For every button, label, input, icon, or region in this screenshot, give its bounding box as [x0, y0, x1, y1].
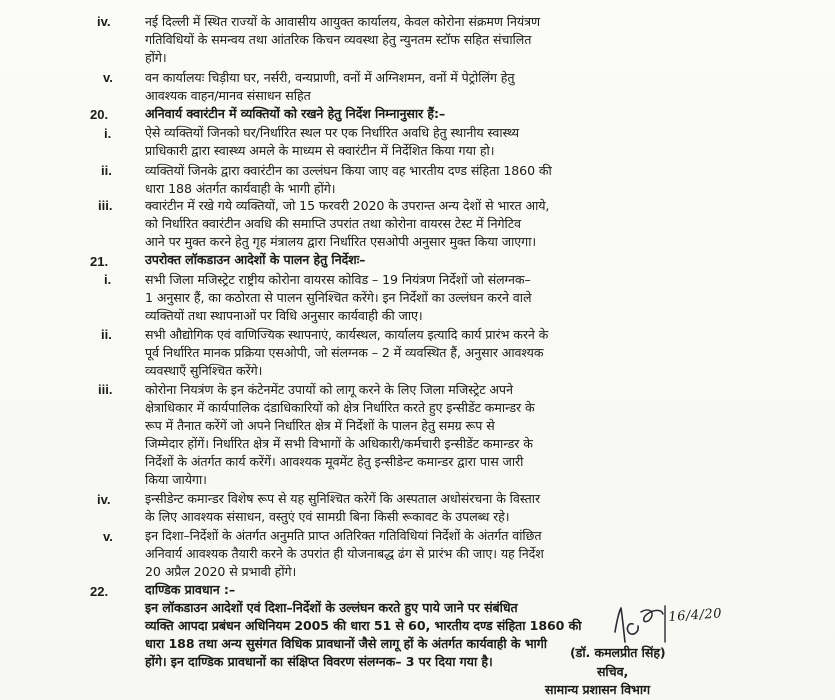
point-text-line: 1 अनुसार हैं, का कठोरता से पालन सुनिश्चित करेंगे। इन निर्देशों का उल्लंघन करने वाले [145, 290, 532, 305]
point-text-line: गतिविधियों के समन्वय तथा आंतरिक किचन व्यवस्था हेतु न्युनतम स्टॉफ सहित संचालित [145, 32, 532, 47]
point-marker: iii. [98, 198, 113, 213]
point-text-line: आने पर मुक्त करने हेतु गृह मंत्रालय द्वारा निर्धारित एसओपी अनुसार मुक्त किया जाएगा। [145, 234, 537, 249]
point-text-line: को निर्धारित क्वारंटीन अवधि की समाप्ति उपरांत तथा कोरोना वायरस टेस्ट में निगेटिव [145, 216, 521, 231]
section-heading: दाण्डिक प्रावधान :– [145, 582, 236, 597]
point-text-line: व्यक्ति आपदा प्रबंधन अधिनियम 2005 की धारा 51 से 60, भारतीय दण्ड संहिता 1860 की [145, 618, 582, 633]
point-text-line: नई दिल्ली में स्थित राज्यों के आवासीय आयुक्त कार्यालय, केवल कोरोना संक्रमण नियंत्रण [145, 14, 540, 29]
section-heading: उपरोक्त लॉकडाउन आदेशों के पालन हेतु निर्देशः– [145, 252, 366, 267]
point-marker: ii. [101, 163, 112, 178]
point-marker: iv. [97, 492, 111, 507]
signatory-designation: सचिव, [597, 664, 629, 679]
point-text-line: निर्देशों के अंतर्गत कार्य करेंगें। आवश्यक मूवमेंट हेतु इन्सीडेन्ट कमान्डर द्वारा पास जारी [145, 454, 524, 469]
signatory-name: (डॉ. कमलप्रीत सिंह) [570, 645, 666, 660]
point-text-line: अनिवार्य आवश्यक तैयारी करने के उपरांत ही योजनाबद्ध ढंग से प्रारंभ की जाए। यह निर्देश [145, 546, 544, 561]
point-text-line: होंगे। इन दाण्डिक प्रावधानों का संक्षिप्त विवरण संलग्नक– 3 पर दिया गया है। [145, 654, 493, 669]
point-text-line: क्वारंटीन में रखे गये व्यक्तियों, जो 15 फरवरी 2020 के उपरान्त अन्य देशों से भारत आये, [145, 198, 550, 213]
section-number: 21. [90, 254, 109, 269]
point-marker: ii. [101, 327, 112, 342]
point-text-line: सभी जिला मजिस्ट्रेट राष्ट्रीय कोरोना वायरस कोविड – 19 नियंत्रण निर्देशों जो संलग्नक– [145, 272, 531, 287]
point-text-line: रूप में तैनात करेंगें जो अपने निर्धारित क्षेत्र में निर्देशों के पालन हेतु समग्र रूप से [145, 418, 495, 433]
point-text-line: वन कार्यालयः चिड़ीया घर, नर्सरी, वन्यप्राणी, वनों में अग्निशमन, वनों में पेट्रोलिंग हेतु [145, 70, 515, 85]
point-text-line: क्षेत्राधिकार में कार्यपालिक दंडाधिकारियों को क्षेत्र निर्धारित करते हुए इन्सीडेंट कमान्डर के [145, 400, 535, 415]
point-text-line: प्राधिकारी द्वारा स्वास्थ्य अमले के माध्यम से क्वारंटीन में निर्देशित किया गया हो। [145, 143, 495, 158]
point-text-line: व्यक्तियों तथा स्थापनाओं पर विधि अनुसार कार्यवाही की जाए। [145, 308, 423, 323]
point-text-line: व्यक्तियों जिनके द्वारा क्वारंटीन का उल्लंघन किया जाए वह भारतीय दण्ड संहिता 1860 की [145, 163, 552, 178]
point-text-line: पूर्व निर्धारित मानक प्रक्रिया एसओपी, जो संलग्नक – 2 में व्यवस्थित हैं, अनुसार आवश्यक [145, 345, 544, 360]
point-text-line: व्यवस्थाएँ सुनिश्चित करेंगे। [145, 363, 263, 378]
point-marker: v. [103, 70, 113, 85]
section-number: 22. [90, 584, 109, 599]
section-heading: अनिवार्य क्वारंटीन में व्यक्तियों को रखने हेतु निर्देश निम्नानुसार हैं:– [145, 106, 446, 121]
point-text-line: जिम्मेदार होंगें। निर्धारित क्षेत्र में सभी विभागों के अधिकारी/कर्मचारी इन्सीडेंट कमान्डर के [145, 436, 533, 451]
point-text-line: 20 अप्रैल 2020 से प्रभावी होंगे। [145, 564, 297, 579]
point-marker: iii. [98, 382, 113, 397]
section-number: 20. [90, 107, 109, 122]
point-text-line: किया जायेगा। [145, 472, 207, 487]
point-text-line: आवश्यक वाहन/मानव संसाधन सहित [145, 88, 311, 103]
point-text-line: इन्सीडेन्ट कमान्डर विशेष रूप से यह सुनिश्चित करेगें कि अस्पताल अधोसंरचना के विस्तार [145, 491, 541, 506]
signatory-department: सामान्य प्रशासन विभाग [545, 682, 651, 697]
point-marker: v. [103, 529, 113, 544]
point-text-line: ऐसे व्यक्तियों जिनको घर/निर्धारित स्थल पर एक निर्धारित अवधि हेतु स्थानीय स्वास्थ्य [145, 125, 520, 140]
point-text-line: के लिए आवश्यक संसाधन, वस्तुएं एवं सामग्री बिना किसी रूकावट के उपलब्ध रहे। [145, 509, 510, 524]
point-text-line: धारा 188 तथा अन्य सुसंगत विधिक प्रावधानों जैसे लागू हों के अंतर्गत कार्यवाही के भागी [145, 636, 547, 651]
point-text-line: इन दिशा–निर्देशों के अंतर्गत अनुमति प्राप्त अतिरिक्त गतिविधियां निर्देशों के अंतर्गत वांछित [145, 528, 542, 543]
point-marker: i. [104, 272, 112, 287]
point-marker: i. [104, 126, 112, 141]
point-text-line: कोरोना नियत्रंण के इन कंटेनमेंट उपायों को लागू करने के लिए जिला मजिस्ट्रेट अपने [145, 382, 513, 397]
point-text-line: सभी औद्योगिक एवं वाणिज्यिक स्थापनाएं, कार्यस्थल, कार्यालय इत्यादि कार्य प्रारंभ करने के [145, 327, 549, 342]
signature-date: 16/4/20 [668, 606, 723, 625]
point-text-line: धारा 188 अंतर्गत कार्यवाही के भागी होंगे। [145, 181, 336, 196]
point-text-line: होंगे। [145, 50, 167, 65]
point-text-line: इन लॉकडाउन आदेशों एवं दिशा–निर्देशों के उल्लंघन करते हुए पाये जाने पर संबंधित [145, 600, 518, 615]
point-marker: iv. [97, 14, 111, 29]
